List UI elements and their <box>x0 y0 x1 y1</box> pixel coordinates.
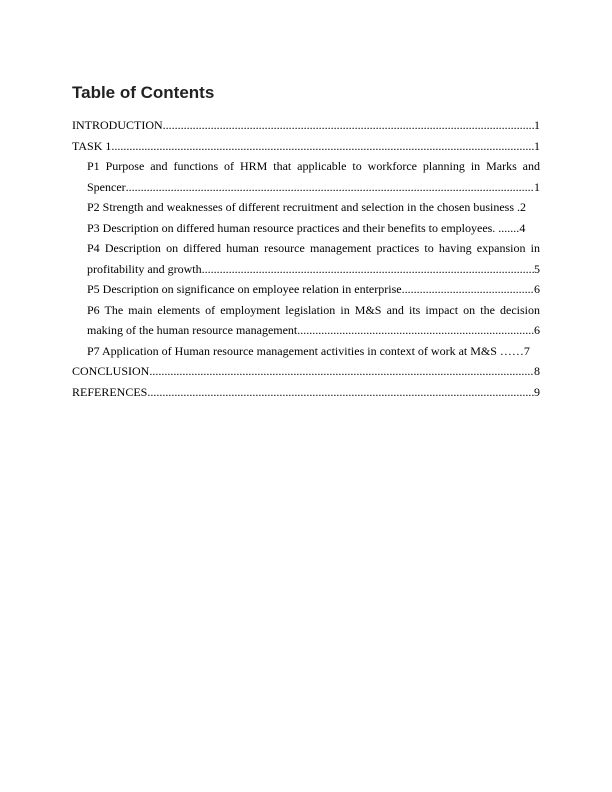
toc-leader-dots <box>205 259 534 280</box>
toc-entry-title: P2 Strength and weaknesses of different recruitment and selection in the chosen business . <box>87 200 521 214</box>
toc-entry-p4[interactable] <box>72 238 540 279</box>
toc-leader-dots <box>147 382 534 403</box>
toc-page-number: 5 <box>534 261 540 276</box>
toc-leader-dots <box>405 279 534 300</box>
toc-entry-title-line1: P1 Purpose and functions of HRM that applicable to workforce planning in Marks and <box>87 159 540 173</box>
toc-page-number: 8 <box>534 364 540 378</box>
toc-entry-introduction[interactable] <box>72 115 540 136</box>
toc-entry-title-line1: P4 Description on differed human resource management practices to having expansion in <box>87 241 540 255</box>
toc-entry-conclusion[interactable] <box>72 361 540 382</box>
toc-entry-title: P7 Application of Human resource management activities in context of work at M&S …… <box>87 343 524 358</box>
toc-entry-p6[interactable] <box>72 300 540 341</box>
toc-page-number: 2 <box>520 200 527 214</box>
toc-entry-title-line2: Spencer <box>87 179 126 194</box>
toc-entry-title: TASK 1 <box>72 138 112 153</box>
toc-entry-title: P3 Description on differed human resource practices and their benefits to employees. ....... <box>87 220 520 235</box>
toc-heading: Table of Contents <box>72 83 215 102</box>
toc-entry-title: P5 Description on significance on employee relation in enterprise. <box>87 282 405 296</box>
toc-entry-references[interactable] <box>72 382 540 403</box>
toc-entry-title-line2: making of the human resource management. <box>87 323 301 337</box>
toc-page-number: 6 <box>534 323 540 337</box>
toc-entry-p1[interactable] <box>72 156 540 197</box>
toc-leader-dots <box>111 136 534 157</box>
toc-leader-dots <box>126 177 534 198</box>
toc-page-number: 1 <box>534 118 540 132</box>
toc-page-number: 1 <box>534 179 540 194</box>
toc-page-number: 7 <box>523 343 530 358</box>
toc-leader-dots <box>300 320 534 341</box>
toc-page-number: 9 <box>534 384 540 399</box>
toc-entry-title: REFERENCES <box>72 384 148 399</box>
toc-entry-title-line1: P6 The main elements of employment legislation in M&S and its impact on the decision <box>87 302 540 317</box>
toc-entry-p2[interactable] <box>72 197 540 218</box>
toc-entry-p7[interactable] <box>72 341 540 362</box>
toc-entry-title: CONCLUSION <box>72 364 150 378</box>
toc-page-number: 4 <box>519 220 526 235</box>
toc-entry-title-line2: profitability and growth. <box>87 261 205 276</box>
toc-page-number: 6 <box>534 282 540 296</box>
toc-entry-p3[interactable] <box>72 218 540 239</box>
toc-leader-dots <box>149 361 534 382</box>
toc-entry-title: INTRODUCTION <box>72 118 163 132</box>
toc-leader-dots <box>163 115 534 136</box>
table-of-contents <box>72 115 540 402</box>
toc-entry-p5[interactable] <box>72 279 540 300</box>
toc-page-number: 1 <box>534 138 540 153</box>
toc-entry-task1[interactable] <box>72 136 540 157</box>
